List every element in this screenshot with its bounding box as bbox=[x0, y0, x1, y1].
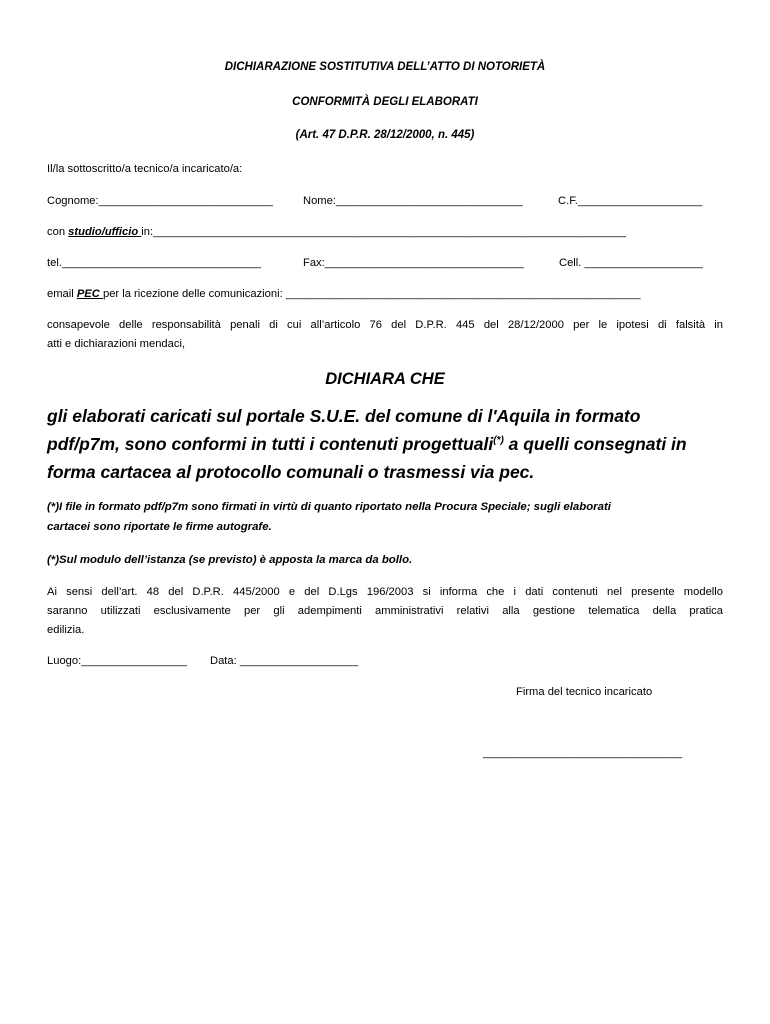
privacy-text-line: edilizia. bbox=[47, 624, 85, 636]
name-field[interactable]: Nome:______________________________ bbox=[303, 195, 523, 207]
tax-code-field[interactable]: C.F.____________________ bbox=[558, 195, 703, 207]
document-subtitle: CONFORMITÀ DEGLI ELABORATI bbox=[292, 96, 478, 108]
declaration-text: a quelli consegnati in bbox=[503, 434, 687, 454]
declaration-line: gli elaborati caricati sul portale S.U.E. del comune di l'Aquila in formato bbox=[47, 406, 641, 426]
privacy-text-line: Ai sensi dell’art. 48 del D.P.R. 445/2000 e del D.Lgs 196/2003 si informa che i dati contenuti nel presente modello bbox=[47, 586, 723, 598]
office-label: studio/ufficio bbox=[68, 226, 142, 238]
email-label: email bbox=[47, 288, 77, 300]
mobile-field[interactable]: Cell. ___________________ bbox=[559, 257, 703, 269]
awareness-text-line: consapevole delle responsabilità penali di cui all’articolo 76 del D.P.R. 445 del 28/12/2000 per le ipotesi di falsità in bbox=[47, 319, 723, 331]
footnote-marker: (*) bbox=[493, 435, 504, 446]
date-field[interactable]: Data: ___________________ bbox=[210, 655, 359, 667]
stamp-duty-note: (*)Sul modulo dell’istanza (se previsto) è apposta la marca da bollo. bbox=[47, 554, 413, 566]
signature-label: Firma del tecnico incaricato bbox=[516, 686, 653, 698]
pec-field-row bbox=[47, 288, 723, 300]
intro-text: Il/la sottoscritto/a tecnico/a incaricato/a: bbox=[47, 163, 243, 175]
legal-reference: (Art. 47 D.P.R. 28/12/2000, n. 445) bbox=[295, 129, 475, 141]
pec-label: PEC bbox=[76, 288, 103, 300]
declaration-text: pdf/p7m, sono conformi in tutti i contenuti progettuali bbox=[47, 434, 494, 454]
footnote-text: (*)I file in formato pdf/p7m sono firmati in virtù di quanto riportato nella Procura Speciale; sugli elaborati bbox=[47, 501, 611, 513]
declaration-heading: DICHIARA CHE bbox=[325, 370, 445, 388]
footnote-text: cartacei sono riportate le firme autografe. bbox=[47, 521, 272, 533]
phone-field[interactable]: tel.________________________________ bbox=[47, 257, 262, 269]
document-title: DICHIARAZIONE SOSTITUTIVA DELL’ATTO DI NOTORIETÀ bbox=[224, 61, 546, 73]
pec-field[interactable]: per la ricezione delle comunicazioni: _________________________________________________________ bbox=[102, 288, 641, 300]
office-prefix: con bbox=[47, 226, 69, 238]
privacy-text-line: saranno utilizzati esclusivamente per gli adempimenti amministrativi relativi alla gestione telematica della pratica bbox=[47, 605, 723, 617]
place-field[interactable]: Luogo:_________________ bbox=[47, 655, 187, 667]
declaration-line: forma cartacea al protocollo comunali o trasmessi via pec. bbox=[47, 462, 535, 482]
fax-field[interactable]: Fax:________________________________ bbox=[303, 257, 524, 269]
office-field[interactable]: in:____________________________________________________________________________ bbox=[141, 226, 626, 238]
office-field-row bbox=[47, 226, 723, 238]
declaration-line bbox=[47, 434, 723, 455]
surname-field[interactable]: Cognome:____________________________ bbox=[47, 195, 273, 207]
signature-line[interactable]: ________________________________ bbox=[483, 747, 683, 759]
awareness-text-line: atti e dichiarazioni mendaci, bbox=[47, 338, 186, 350]
